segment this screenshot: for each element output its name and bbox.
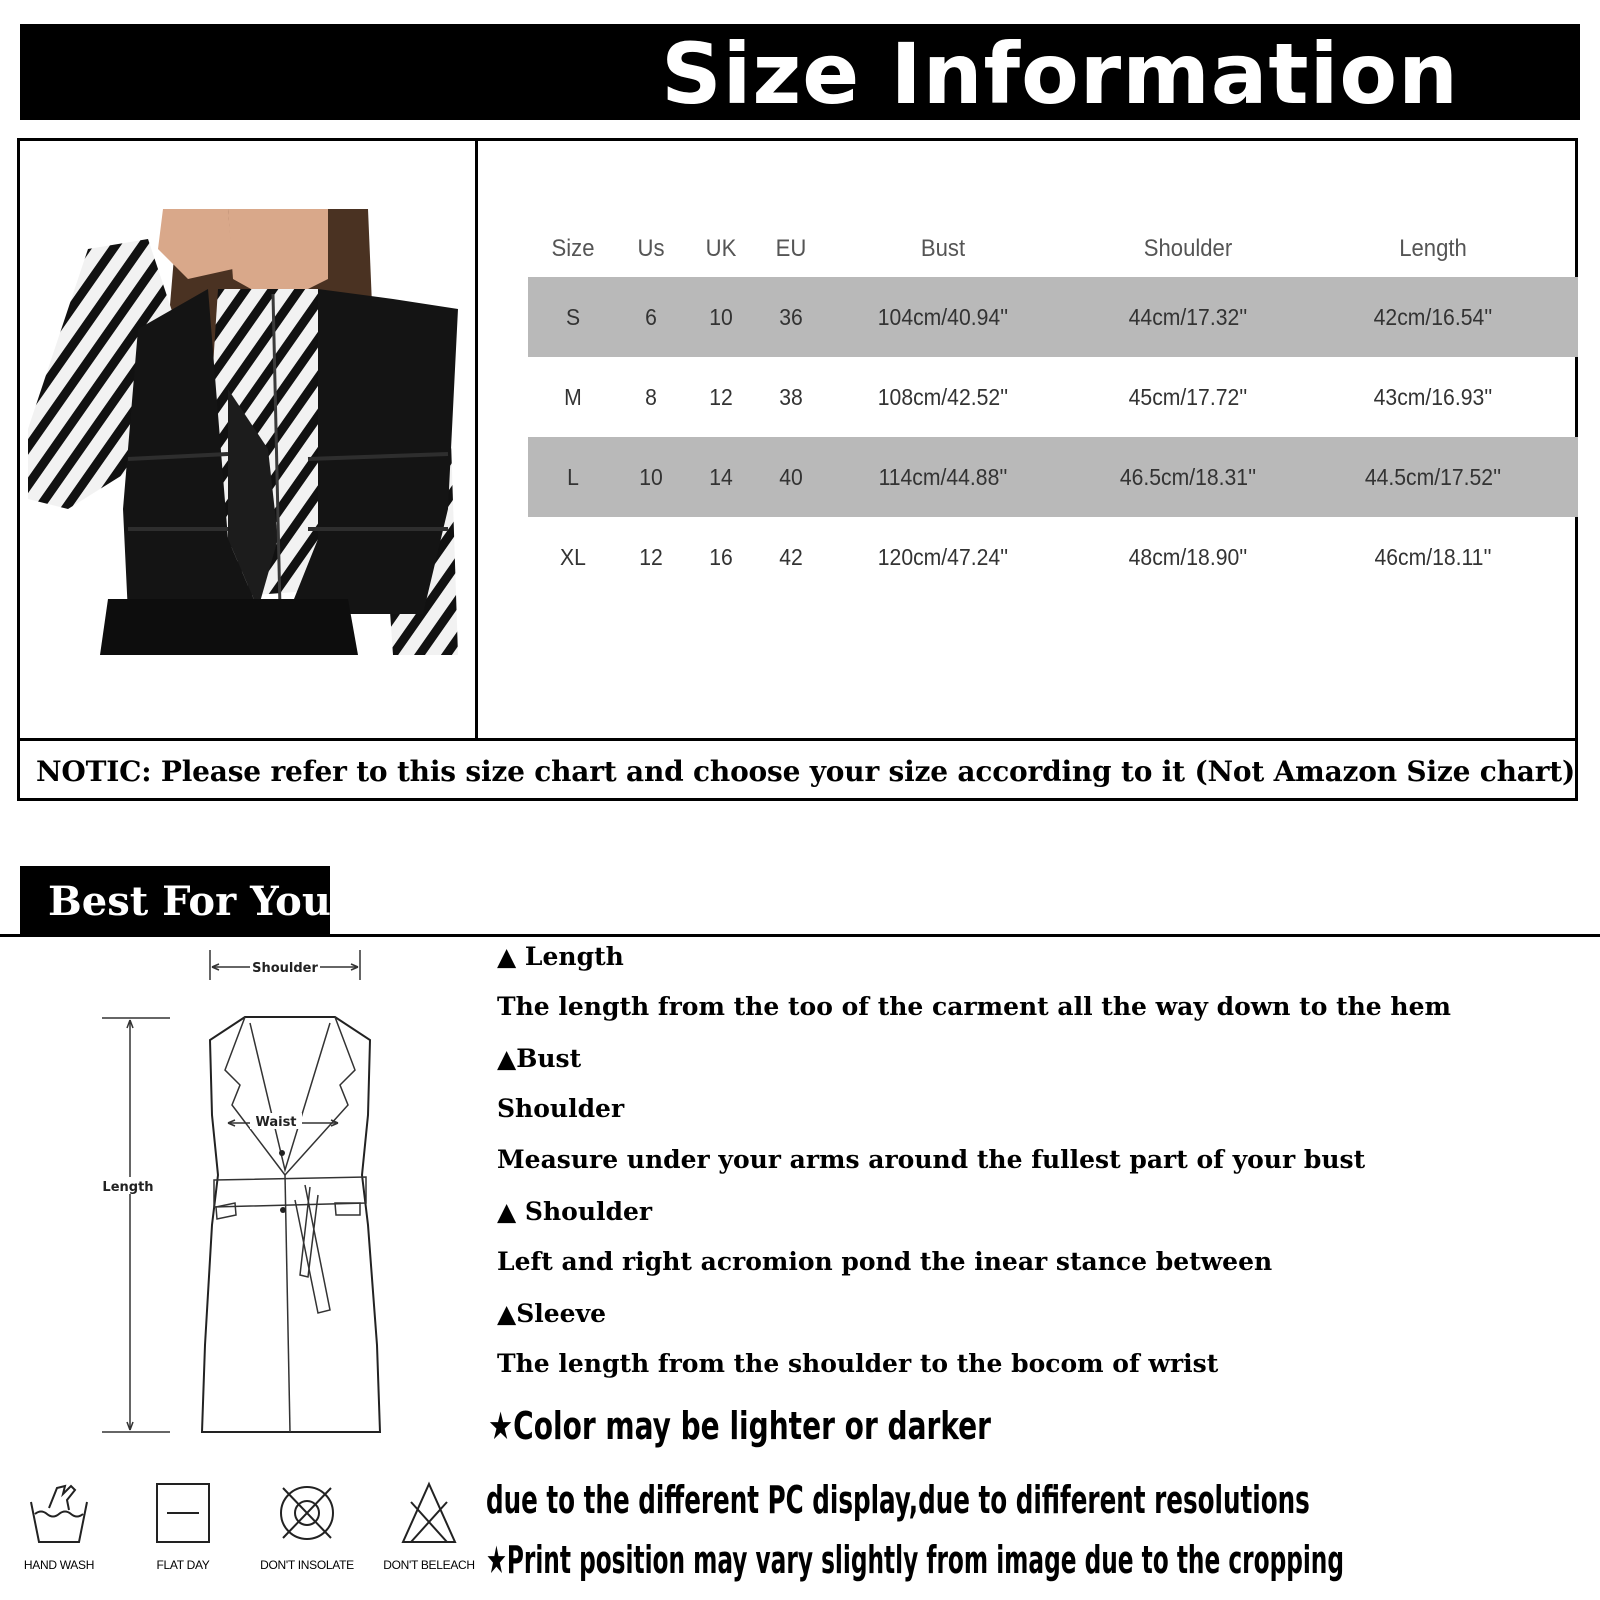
care-label: HAND WASH [23,1558,95,1572]
cell-eu: 40 [779,463,803,490]
best-for-you-tab [20,866,330,936]
desc-length-text: The length from the too of the carment all the way down to the hem [497,992,1451,1021]
title-banner [20,24,1580,123]
care-label: FLAT DAY [156,1558,210,1572]
section-divider [0,934,1600,937]
cell-eu: 42 [779,543,803,570]
cell-bust: 120cm/47.24'' [877,543,1009,570]
header-bust: Bust [920,235,966,262]
desc-bust-heading: ▲Bust [497,1044,582,1073]
note-print: ★Print position may vary slightly from image due to the cropping [486,1538,1345,1582]
desc-sleeve-heading: ▲Sleeve [497,1299,607,1328]
product-photo [28,209,468,655]
cell-shoulder: 46.5cm/18.31'' [1119,463,1257,490]
cell-us: 12 [639,543,663,570]
desc-length-heading: ▲ Length [497,942,624,971]
cell-size: S [565,303,581,330]
cell-length: 44.5cm/17.52'' [1364,463,1502,490]
table-row [528,277,1578,357]
shoulder-label: Shoulder [252,961,318,976]
header-shoulder: Shoulder [1143,235,1233,262]
table-row [528,357,1578,437]
cell-bust: 104cm/40.94'' [877,303,1009,330]
cell-size: L [567,463,579,490]
cell-length: 42cm/16.54'' [1373,303,1493,330]
care-dont-insolate [252,1480,362,1572]
care-label: DON'T BELEACH [383,1558,475,1572]
cell-shoulder: 44cm/17.32'' [1128,303,1248,330]
desc-shoulder-heading: ▲ Shoulder [497,1197,653,1226]
care-dont-bleach [374,1480,484,1572]
header-eu: EU [775,235,807,262]
dont-bleach-icon [397,1480,461,1546]
cell-bust: 114cm/44.88'' [878,463,1008,490]
header-length: Length [1399,235,1467,262]
desc-bust-text: Measure under your arms around the fullest part of your bust [497,1145,1366,1174]
cell-size: XL [560,543,586,570]
best-for-you-title: Best For You [48,878,331,925]
cell-us: 10 [639,463,663,490]
care-hand-wash [4,1480,114,1572]
cell-length: 43cm/16.93'' [1373,383,1493,410]
cell-shoulder: 45cm/17.72'' [1128,383,1248,410]
page-title: Size Information [661,25,1459,123]
table-row [528,517,1578,597]
cell-shoulder: 48cm/18.90'' [1128,543,1248,570]
flat-dry-icon [151,1480,215,1546]
table-row [528,437,1578,517]
notice-row [20,738,1575,801]
size-chart-box [17,138,1578,801]
size-table [528,221,1578,597]
hand-wash-icon [27,1480,91,1546]
length-label: Length [102,1180,154,1195]
cell-eu: 38 [779,383,803,410]
note-color: ★Color may be lighter or darker [488,1404,991,1448]
header-uk: UK [705,235,737,262]
cell-length: 46cm/18.11'' [1374,543,1492,570]
note-display: due to the different PC display,due to dififerent resolutions [486,1478,1310,1522]
dont-insolate-icon [275,1480,339,1546]
cell-uk: 16 [709,543,733,570]
cell-size: M [564,383,582,410]
desc-sleeve-text: The length from the shoulder to the bocom of wrist [497,1349,1219,1378]
size-table-cell [478,141,1575,738]
cell-uk: 12 [709,383,733,410]
cell-uk: 14 [709,463,733,490]
desc-shoulder-sub: Shoulder [497,1094,625,1123]
cell-bust: 108cm/42.52'' [877,383,1009,410]
cell-us: 8 [645,383,657,410]
waist-label: Waist [255,1115,297,1130]
desc-shoulder-text: Left and right acromion pond the inear stance between [497,1247,1273,1276]
care-label: DON'T INSOLATE [260,1558,354,1572]
table-header-row [528,221,1578,277]
notice-text: NOTIC: Please refer to this size chart and choose your size according to it (Not Amazon Size chart) [36,755,1576,788]
header-us: Us [637,235,665,262]
cell-us: 6 [645,303,657,330]
product-photo-cell [20,141,478,738]
cell-eu: 36 [779,303,803,330]
care-flat-dry [128,1480,238,1572]
header-size: Size [551,235,595,262]
cell-uk: 10 [709,303,733,330]
garment-diagram [90,945,390,1450]
